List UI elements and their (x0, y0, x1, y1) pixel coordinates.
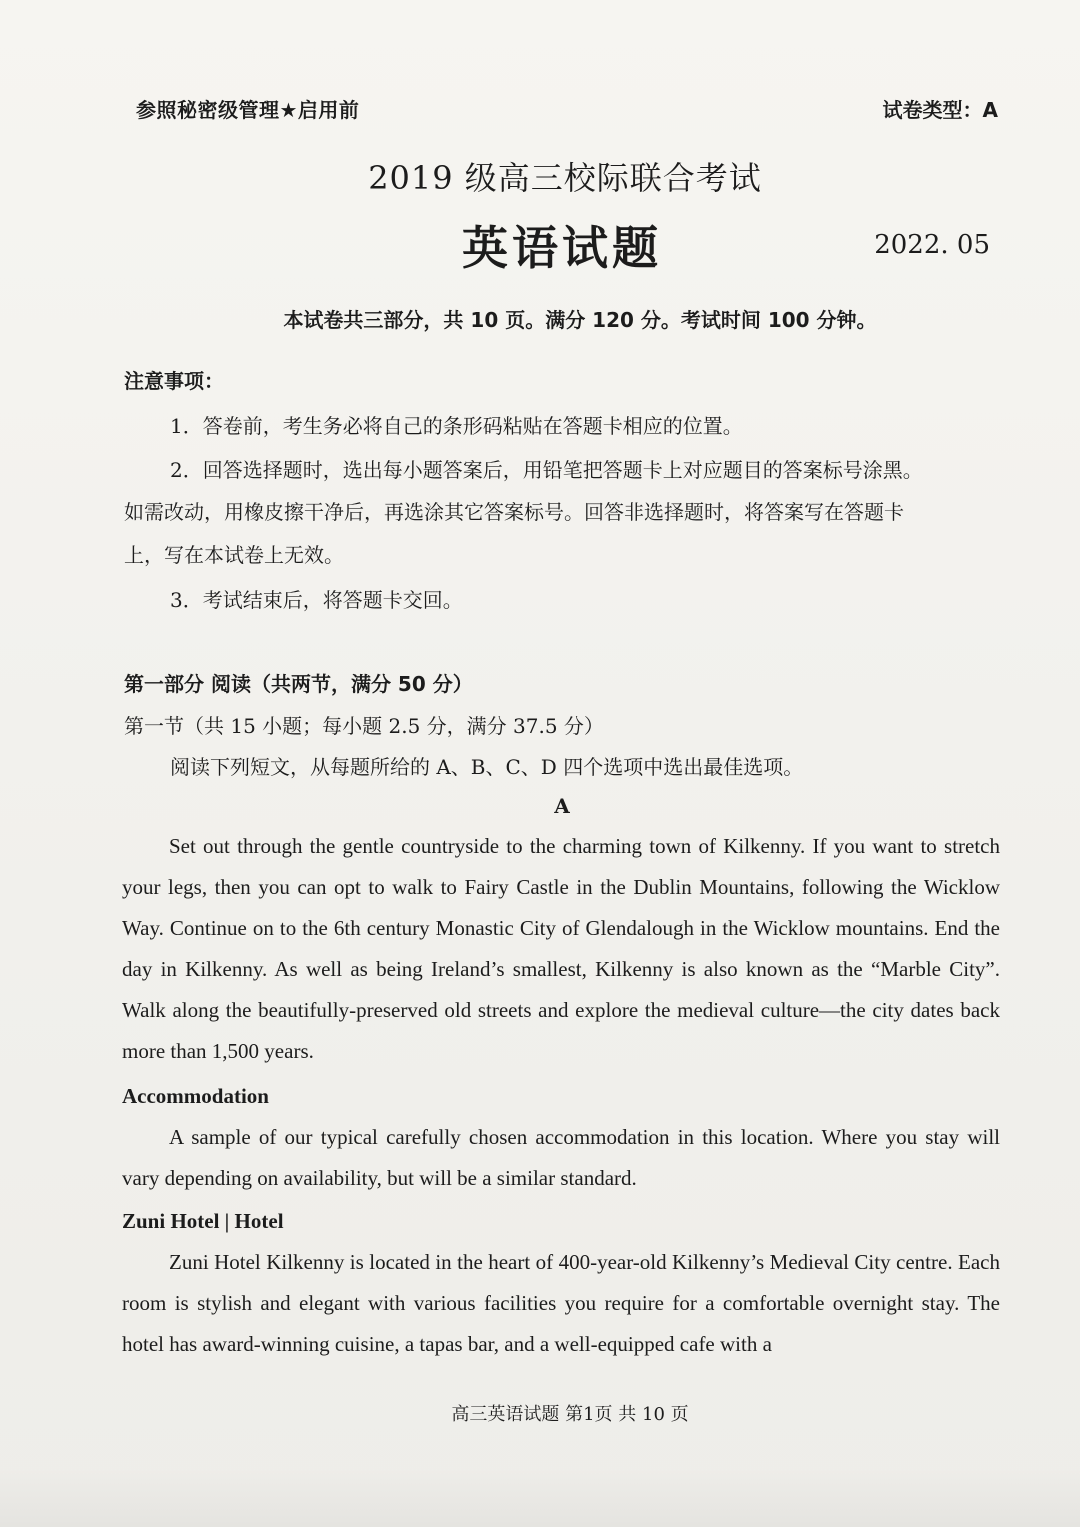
page-footer: 高三英语试题 第1页 共 10 页 (451, 1404, 689, 1425)
passage-paragraph: Zuni Hotel Kilkenny is located in the heart of 400-year-old Kilkenny’s Medieval City centre. Each room is stylish and elegant with various facilities you require for a comfortable overnight stay. The hotel has award-winning cuisine, a tapas bar, and a well-equipped cafe with a (122, 1250, 1000, 1356)
notice-item: 3．考试结束后，将答题卡交回。 (170, 588, 463, 612)
passage-paragraph: A sample of our typical carefully chosen accommodation in this location. Where you stay will vary depending on availability, but will be a similar standard. (122, 1125, 1000, 1190)
accommodation-heading: Accommodation (122, 1084, 269, 1108)
part-heading: 第一部分 阅读（共两节，满分 50 分） (124, 672, 473, 696)
notice-item: 上，写在本试卷上无效。 (124, 543, 344, 567)
paper-type-label: 试卷类型：A (882, 98, 998, 122)
page-bottom-shade (0, 1467, 1080, 1527)
notice-heading: 注意事项： (124, 369, 224, 393)
notice-item: 2．回答选择题时，选出每小题答案后，用铅笔把答题卡上对应题目的答案标号涂黑。 (170, 458, 923, 482)
exam-title: 2019 级高三校际联合考试 (368, 159, 762, 197)
notice-item: 如需改动，用橡皮擦干净后，再选涂其它答案标号。回答非选择题时，将答案写在答题卡 (124, 500, 904, 524)
passage-label: A (554, 794, 570, 818)
confidentiality-label: 参照秘密级管理★启用前 (136, 98, 360, 122)
hotel-heading: Zuni Hotel | Hotel (122, 1209, 284, 1233)
exam-date: 2022. 05 (874, 230, 990, 260)
subject-title: 英语试题 (462, 221, 662, 275)
exam-info: 本试卷共三部分，共 10 页。满分 120 分。考试时间 100 分钟。 (283, 308, 877, 332)
passage-paragraph: Set out through the gentle countryside to the charming town of Kilkenny. If you want to stretch your legs, then you can opt to walk to Fairy Castle in the Dublin Mountains, following the Wicklow Way. Continue on to the 6th century Monastic City of Glendalough in the Wicklow mountains. End the day in Kilkenny. As well as being Ireland’s smallest, Kilkenny is also known as the “Marble City”. Walk along the beautifully-preserved old streets and explore the medieval culture—the city dates back more than 1,500 years. (122, 834, 1000, 1063)
section-heading: 第一节（共 15 小题；每小题 2.5 分，满分 37.5 分） (124, 714, 604, 738)
section-instruction: 阅读下列短文，从每题所给的 A、B、C、D 四个选项中选出最佳选项。 (170, 755, 804, 779)
notice-item: 1．答卷前，考生务必将自己的条形码粘贴在答题卡相应的位置。 (170, 414, 743, 438)
